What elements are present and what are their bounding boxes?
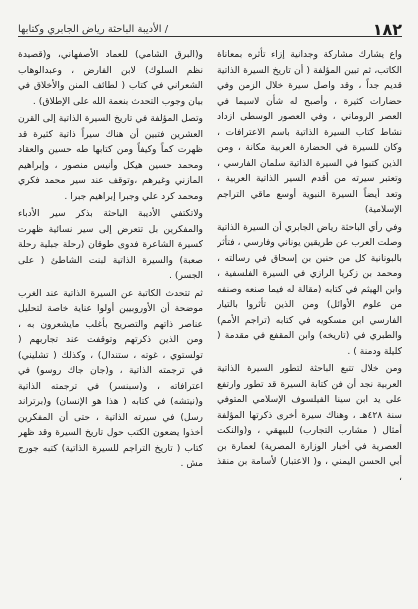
paragraph: وفي رأي الباحثة رياض الجابري أن السيرة الذاتية وصلت العرب عن طريقين يوناني وفارسي ، فتأثر بالبونانية كل من حنين بن إسحاق في رسالته ، ومحمد بن زكريا الرازي في السيرة الفلسفية ، وابن الهيثم في كتابه (مقالة له فيما صنعه وصنفه من علوم الأوائل) ومن الذين تأثروا بالتيار الفارسي ابن مسكويه في كتابه (تراجم الأمم) والطبري في (تاريخه) وابن المقفع في مقدمة ( كليلة ودمنة ) . bbox=[217, 221, 402, 357]
paragraph: واع يشارك مشاركة وجدانية إزاء تأثره بمعاناة الكاتب، ثم تبين المؤلفة ( أن تاريخ السيرة الذاتية قديم جداً ، وقد واصل سيرة خلال الزمن وفي حضارات كثيرة ، وأصبح له شأن لاسيما في العصر الروماني ، وفي العصور الوسطى ازداد نشاط كتاب السيرة الذاتية باسم الاعترافات ، وكان للسيرة في الحضارة العربية مكانة ، ومن الذين كتبوا في السيرة الذاتية سلمان الفارسي ، وتعتبر سيرته من أقدم السير الذاتية العربية ، وتعد أيضاً السيرة النبوية أوسع ماقي التراجم الإسلامية) bbox=[217, 49, 402, 215]
paragraph: ولاتكتفي الأديبة الباحثة بذكر سير الأدباء والمفكرين بل تتعرض إلى سير نسائية ظهرت كسيرة الشاعرة فدوى طوقان (رحلة جبلية رحلة صعبة) والسيرة الذاتية لبنت الشاطئ ( على الجسر) . bbox=[18, 208, 203, 281]
left-column bbox=[18, 47, 203, 607]
page-header bbox=[18, 14, 402, 37]
page-number: ١٨٢ bbox=[372, 20, 402, 39]
right-column bbox=[217, 47, 402, 607]
paragraph: ومن خلال تتبع الباحثة لتطور السيرة الذاتية العربية نجد أن فن كتابة السيرة قد تطور وارتفع على يد ابن سينا الفيلسوف الإسلامي المتوفي سنة ٤٢٨هـ ، وهناك سيرة أخرى ذكرتها المؤلفة أمثال ( مشارب التجارب) للبيهقي ، و(والنكت العصرية في أخبار الوزارة المصرية) لعمارة بن أبي الحسن اليمني ، و( الاعتبار) لأسامة بن منقذ ، bbox=[217, 363, 402, 483]
text-columns bbox=[18, 47, 402, 607]
paragraph: و(البرق الشامي) للعماد الأصفهاني، و(قصيدة نظم السلوك) لابن الفارض ، وعبدالوهاب الشعراني في كتاب ( لطائف المنن والأخلاق في بيان وجوب التحدث بنعمة الله على الإطلاق) . bbox=[18, 49, 203, 107]
paragraph: وتصل المؤلفة في تاريخ السيرة الذاتية إلى القرن العشرين فتبين أن هناك سيراً ذاتية كثيرة قد ظهرت كماً وكيفاً ومن كتابها طه حسين والعقاد ومحمد حسين هيكل وأنيس منصور ، وإبراهيم المازني وغيرهم ،وتوقف عند سير محمد فكري ومحمد كرد علي وجبرا إبراهيم جبرا . bbox=[18, 113, 203, 202]
running-title: / الأديبة الباحثة رياض الجابري وكتابها bbox=[18, 24, 169, 35]
paragraph: ثم تتحدث الكاتبة عن السيرة الذاتية عند الغرب موضحة أن الأوروبيين أولوا عناية خاصة لتحليل عناصر ذاتهم والتصريح بأغلب مايشعرون به ، ومن الذين ذكرتهم وتوقفت عند تجاربهم ( تولستوي ، غوته ، ستندال) ، وكذلك ( تشليني) في ترجمته الذاتية ، و(جان جاك روسو) في اعترافاته ، و(سبنسر) في ترجمته الذاتية و(نيتشه) في كتابه ( هذا هو الإنسان) و(برتراند رسل) في سيرته الذاتية ، حتى أن المفكرين أخذوا يضعون الكتب حول تاريخ السيرة وقد ظهر كتاب ( تاريخ التراجم للسيرة الذاتية) كتبه جورج مش . bbox=[18, 287, 203, 469]
